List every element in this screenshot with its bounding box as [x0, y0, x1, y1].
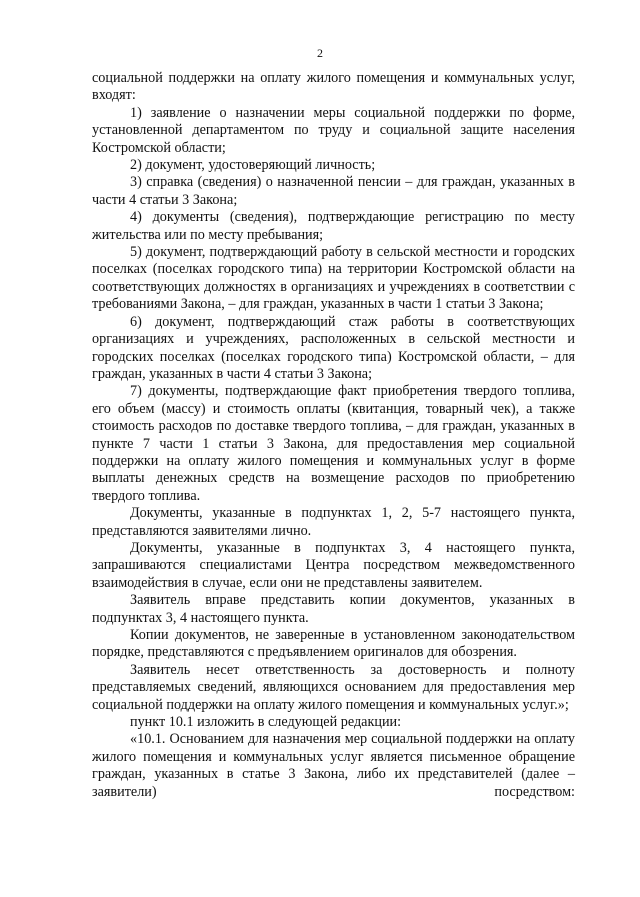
- paragraph-copies-originals: Копии документов, не заверенные в установленном законодательством порядке, представляются с предъявлением оригиналов для обозрения.: [92, 627, 575, 661]
- document-body: [92, 70, 575, 801]
- paragraph-clause-10-1: «10.1. Основанием для назначения мер социальной поддержки на оплату жилого помещения и коммунальных услуг является письменное обращение граждан, указанных в статье 3 Закона, либо их представителей (далее – заявители) посредством:: [92, 731, 575, 800]
- paragraph-item-1: 1) заявление о назначении меры социальной поддержки по форме, установленной департаментом по труду и социальной защите населения Костромской области;: [92, 104, 575, 156]
- paragraph-item-7: 7) документы, подтверждающие факт приобретения твердого топлива, его объем (массу) и стоимость оплаты (квитанция, товарный чек), а также стоимость расходов по доставке твердого топлива, – для граждан, указанных в пункте 7 части 1 статьи 3 Закона, для предоставления мер социальной поддержки на оплату жилого помещения и коммунальных услуг в форме выплаты денежных средств на возмещение расходов по приобретению твердого топлива.: [92, 383, 575, 504]
- paragraph-item-3: 3) справка (сведения) о назначенной пенсии – для граждан, указанных в части 4 статьи 3 Закона;: [92, 174, 575, 208]
- paragraph-personal-submission: Документы, указанные в подпунктах 1, 2, 5-7 настоящего пункта, представляются заявителями лично.: [92, 505, 575, 539]
- paragraph-item-5: 5) документ, подтверждающий работу в сельской местности и городских поселках (поселках городского типа) на территории Костромской области на соответствующих должностях в организациях и учреждениях в соответствии с требованиями Закона, – для граждан, указанных в части 1 статьи 3 Закона;: [92, 244, 575, 313]
- paragraph-item-6: 6) документ, подтверждающий стаж работы в соответствующих организациях и учреждениях, расположенных в сельской местности и городских поселках (поселках городского типа) Костромской области, – для граждан, указанных в части 4 статьи 3 Закона;: [92, 313, 575, 382]
- paragraph-copies-right: Заявитель вправе представить копии документов, указанных в подпунктах 3, 4 настоящего пункта.: [92, 592, 575, 626]
- paragraph-item-4: 4) документы (сведения), подтверждающие регистрацию по месту жительства или по месту пребывания;: [92, 209, 575, 243]
- paragraph-intro: социальной поддержки на оплату жилого помещения и коммунальных услуг, входят:: [92, 70, 575, 104]
- paragraph-interagency-request: Документы, указанные в подпунктах 3, 4 настоящего пункта, запрашиваются специалистами Центра посредством межведомственного взаимодействия в случае, если они не представлены заявителем.: [92, 539, 575, 591]
- page-number: 2: [317, 46, 323, 60]
- paragraph-item-2: 2) документ, удостоверяющий личность;: [130, 157, 376, 174]
- paragraph-responsibility: Заявитель несет ответственность за достоверность и полноту представляемых сведений, являющихся основанием для предоставления мер социальной поддержки на оплату жилого помещения и коммунальных услуг.»;: [92, 661, 575, 713]
- paragraph-amendment-10-1: пункт 10.1 изложить в следующей редакции:: [130, 714, 402, 731]
